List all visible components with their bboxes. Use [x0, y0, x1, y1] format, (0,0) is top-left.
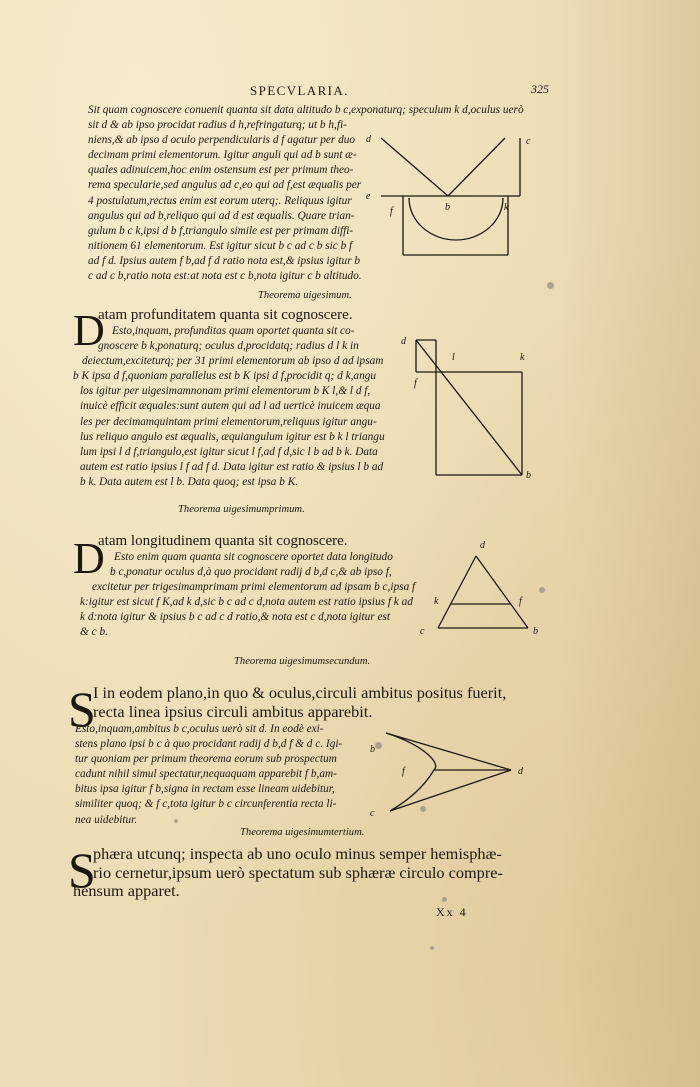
fig2-label-l: l: [452, 352, 455, 363]
text-line: rema specularie,sed angulus ad c,eo qui ad f,est æqualis per: [88, 179, 362, 192]
text-line: gnoscere b k,ponaturq; oculus d,procidatq; radius d l k in: [98, 340, 359, 353]
theorem-23-statement: [73, 844, 503, 901]
text-line: phæra utcunq; inspecta ab uno oculo minus semper hemisphæ-: [93, 844, 502, 863]
theorem-23-initial: S: [68, 842, 96, 898]
ink-spot: [547, 282, 554, 289]
fig2-label-f: f: [414, 378, 417, 389]
fig3-label-c: c: [420, 626, 425, 637]
theorem-21-heading: Theorema uigesimumprimum.: [178, 504, 305, 515]
theorem-22-initial: S: [68, 681, 96, 737]
theorem-22-statement: [93, 684, 506, 721]
text-line: inuicè efficit æquales:sunt autem qui ad l ad uerticè inuicem æqua: [80, 400, 381, 413]
fig1-label-c: c: [526, 136, 531, 147]
text-line: Sit quam cognoscere conuenit quanta sit data altitudo b c,exponaturq; speculum k d,oculus uerò: [88, 104, 524, 116]
theorem-22-body: [75, 722, 342, 828]
theorem-23-heading: Theorema uigesimumtertium.: [240, 827, 365, 838]
fig3-line-d-c: [438, 556, 476, 628]
text-line: b K ipsa d f,quoniam parallelus est b K ipsi d f,procidit q; d k,angu: [73, 370, 377, 383]
ink-spot: [430, 946, 434, 950]
text-line: quales adinuicem,hoc enim ostensum est per primum theo-: [88, 164, 354, 177]
text-line: sit d & ab ipso procidat radius d h,refringaturq; ut b h,fi-: [88, 119, 347, 132]
text-line: I in eodem plano,in quo & oculus,circuli ambitus positus fuerit,: [93, 683, 507, 702]
theorem-20-initial: D: [73, 306, 105, 355]
fig2-label-d: d: [401, 336, 406, 347]
theorem-20-body: [73, 324, 385, 490]
text-line: lum ipsi l d f,triangulo,est igitur sicut l f,ad f d,sic l b ad b k. Data: [80, 445, 378, 458]
fig4-label-d: d: [518, 766, 523, 777]
fig3-label-b: b: [533, 626, 538, 637]
fig3-line-d-b: [476, 556, 528, 628]
fig1-label-e: e: [366, 191, 371, 202]
text-line: Esto enim quam quanta sit cognoscere oportet data longitudo: [114, 551, 393, 563]
text-line: autem est ratio ipsius l f ad f d. Data igitur est ratio & ipsius l b ad: [80, 460, 384, 473]
fig4-label-c: c: [370, 808, 375, 819]
text-line: les per decimamquintam primi elementorum,reliquus igitur angu-: [80, 415, 377, 428]
text-line: lus reliquo angulo est æqualis, æquiangulum igitur est b k l triangu: [80, 430, 385, 443]
signature-mark: Xx 4: [436, 905, 468, 919]
fig4-label-b: b: [370, 744, 375, 755]
fig3-label-k: k: [434, 596, 439, 607]
theorem-22-heading: Theorema uigesimumsecundum.: [234, 656, 371, 667]
text-line: 4 postulatum,rectus enim est eorum uterq;. Reliquus igitur: [88, 194, 352, 207]
text-line: decimam primi elementorum. Igitur anguli qui ad b sunt æ-: [88, 149, 357, 162]
text-line: rio cernetur,ipsum uerò spectatum sub sphæræ circulo compre-: [93, 862, 503, 882]
fig2-label-b: b: [526, 470, 531, 481]
theorem-21-body: [80, 550, 415, 641]
fig4-line-b-d: [386, 733, 511, 770]
figure-circle-arc: [366, 724, 536, 820]
theorem-20-statement: atam profunditatem quanta sit cognoscere.: [98, 307, 353, 323]
text-line: excitetur per trigesimamprimam primi elementorum ad ipsam b c,ipsa f: [92, 581, 416, 594]
text-line: bitus ipsa igitur f b,signa in rectam esse lineam uidebitur,: [75, 783, 335, 796]
fig1-line-b-c: [448, 138, 505, 196]
fig4-line-c-d: [390, 770, 511, 811]
fig1-line-d-b: [381, 138, 448, 196]
text-line: b k. Data autem est l b. Data quoq; est ipsa b K.: [80, 475, 299, 488]
text-line: cadunt nihil simul spectatur,nequaquam apparebit f b,am-: [75, 768, 337, 781]
text-line: nitionem 61 elementorum. Est igitur sicut b c ad c b sic b f: [88, 239, 353, 252]
text-line: deiectum,exciteturq; per 31 primi elementorum ab ipso d ad ipsam: [82, 355, 384, 368]
text-line: hensum apparet.: [73, 881, 180, 901]
theorem-21-initial: D: [73, 534, 105, 583]
fig2-line-d-k: [416, 340, 522, 475]
text-line: b c,ponatur oculus d,à quo procidant radij d b,d c,& ab ipso f,: [110, 566, 392, 579]
text-line: k:igitur est sicut f K,ad k d,sic b c ad c d,nota autem est ratio ipsius f k ad: [80, 596, 413, 609]
fig1-label-b: b: [445, 202, 450, 213]
fig1-label-f: f: [390, 206, 393, 217]
text-line: Esto,inquam, profunditas quam oportet quanta sit co-: [112, 325, 355, 337]
page-number: 325: [531, 82, 549, 96]
text-line: tur quoniam per primum theorema eorum sub prospectum: [75, 753, 337, 766]
text-line: nea uidebitur.: [75, 813, 138, 826]
fig1-arc: [409, 198, 503, 240]
text-line: stens plano ipsi b c à quo procidant radij d b,d f & d c. Igi-: [75, 738, 343, 751]
fig4-label-f: f: [402, 766, 405, 777]
fig2-label-k-top: k: [520, 352, 525, 363]
fig3-label-d: d: [480, 540, 485, 551]
figure-depth: [398, 330, 548, 480]
fig3-label-f: f: [519, 596, 522, 607]
text-line: Esto,inquam,ambitus b c,oculus uerò sit d. In eodè exi-: [75, 723, 324, 735]
text-line: k d:nota igitur & ipsius b c ad c d ratio,& nota est c d,nota igitur est: [80, 611, 391, 624]
text-line: recta linea ipsius circuli ambitus apparebit.: [93, 701, 373, 721]
fig4-arc: [386, 733, 436, 811]
fig1-label-k: k: [504, 202, 509, 213]
theorem-21-statement: atam longitudinem quanta sit cognoscere.: [98, 533, 348, 549]
page-edge-shading: [560, 0, 700, 1087]
fig1-label-d: d: [366, 134, 371, 145]
text-line: c ad c b,ratio nota est:at nota est c b,nota igitur c b altitudo.: [88, 270, 362, 283]
figure-mirror-altitude: [360, 128, 550, 263]
text-line: angulus qui ad b,reliquo qui ad d est æqualis. Quare trian-: [88, 209, 355, 222]
theorem-20-heading: Theorema uigesimum.: [258, 290, 352, 301]
text-line: ad f d. Ipsius autem f b,ad f d ratio nota est,& ipsius igitur b: [88, 254, 361, 267]
text-line: niens,& ab ipso d oculo perpendicularis d f agatur per duo: [88, 134, 356, 147]
figure-length: [420, 536, 550, 641]
text-line: & c b.: [80, 626, 108, 639]
text-line: los igitur per uigesimamnonam primi elementorum b K l,& l d f,: [80, 385, 371, 398]
text-line: similiter quoq; & f c,tota igitur b c circunferentia recta li-: [75, 798, 337, 811]
running-head: SPECVLARIA.: [250, 83, 349, 98]
text-line: gulum b c k,ipsi d b f,triangulo simile est per primam diffi-: [88, 224, 354, 237]
